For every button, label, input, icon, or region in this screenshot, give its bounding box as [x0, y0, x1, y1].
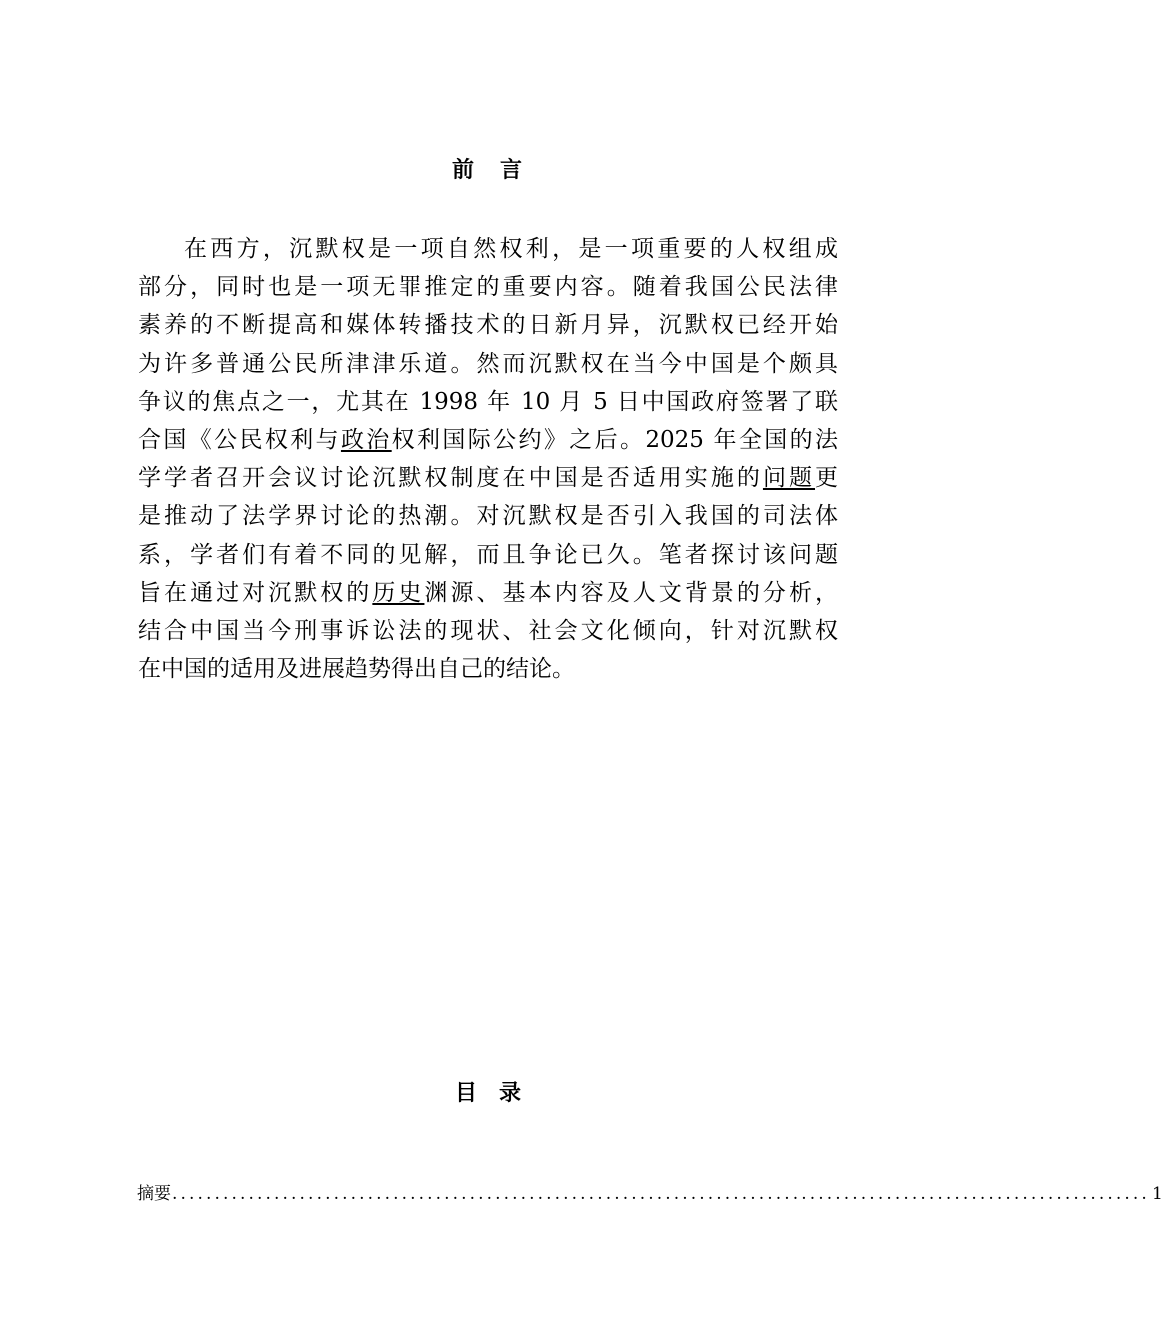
preface-text: 旨在通过对沉默权的 — [138, 579, 373, 606]
toc-heading: 目 录 — [454, 1081, 521, 1106]
preface-text: 渊源、基本内容及人文背景的分析， — [424, 579, 839, 606]
preface-body — [138, 230, 838, 688]
toc-entry-abstract[interactable] — [137, 1181, 1163, 1207]
preface-line — [138, 574, 838, 612]
preface-line — [138, 612, 838, 650]
preface-line — [138, 345, 838, 383]
link-problem[interactable]: 问题 — [762, 465, 816, 492]
preface-text: 合国《公民权利与 — [138, 426, 341, 453]
toc-page-number: 1 — [1151, 1184, 1163, 1204]
preface-text: 素养的不断提高和媒体转播技术的日新月异，沉默权已经开始 — [138, 312, 838, 339]
preface-line — [138, 650, 838, 688]
preface-heading: 前 言 — [451, 158, 524, 183]
preface-line — [138, 230, 838, 268]
toc-leader-dots: ................................................................................................................... — [172, 1184, 1150, 1204]
preface-text: 更 — [815, 465, 839, 492]
preface-text: 部分，同时也是一项无罪推定的重要内容。随着我国公民法律 — [138, 274, 838, 301]
preface-line — [138, 306, 838, 344]
preface-line — [138, 268, 838, 306]
preface-line — [138, 536, 838, 574]
preface-text: 为许多普通公民所津津乐道。然而沉默权在当今中国是个颇具 — [138, 350, 838, 377]
preface-text: 争议的焦点之一，尤其在 1998 年 10 月 5 日中国政府签署了联 — [138, 388, 838, 415]
preface-text: 在西方，沉默权是一项自然权利，是一项重要的人权组成 — [184, 236, 838, 262]
link-history[interactable]: 历史 — [372, 579, 425, 606]
preface-line — [138, 497, 838, 535]
link-politics[interactable]: 政治 — [340, 426, 392, 453]
preface-text: 结合中国当今刑事诉讼法的现状、社会文化倾向，针对沉默权 — [138, 617, 838, 644]
preface-text: 在中国的适用及进展趋势得出自己的结论。 — [138, 656, 575, 683]
preface-text: 权利国际公约》之后。2025 年全国的法 — [391, 426, 839, 453]
toc-entry-label: 摘要 — [137, 1184, 171, 1204]
preface-text: 系，学者们有着不同的见解，而且争论已久。笔者探讨该问题 — [138, 541, 838, 568]
preface-text: 学学者召开会议讨论沉默权制度在中国是否适用实施的 — [138, 465, 763, 492]
preface-line — [138, 421, 838, 459]
preface-text: 是推动了法学界讨论的热潮。对沉默权是否引入我国的司法体 — [138, 503, 838, 530]
preface-line — [138, 383, 838, 421]
preface-line — [138, 459, 838, 497]
